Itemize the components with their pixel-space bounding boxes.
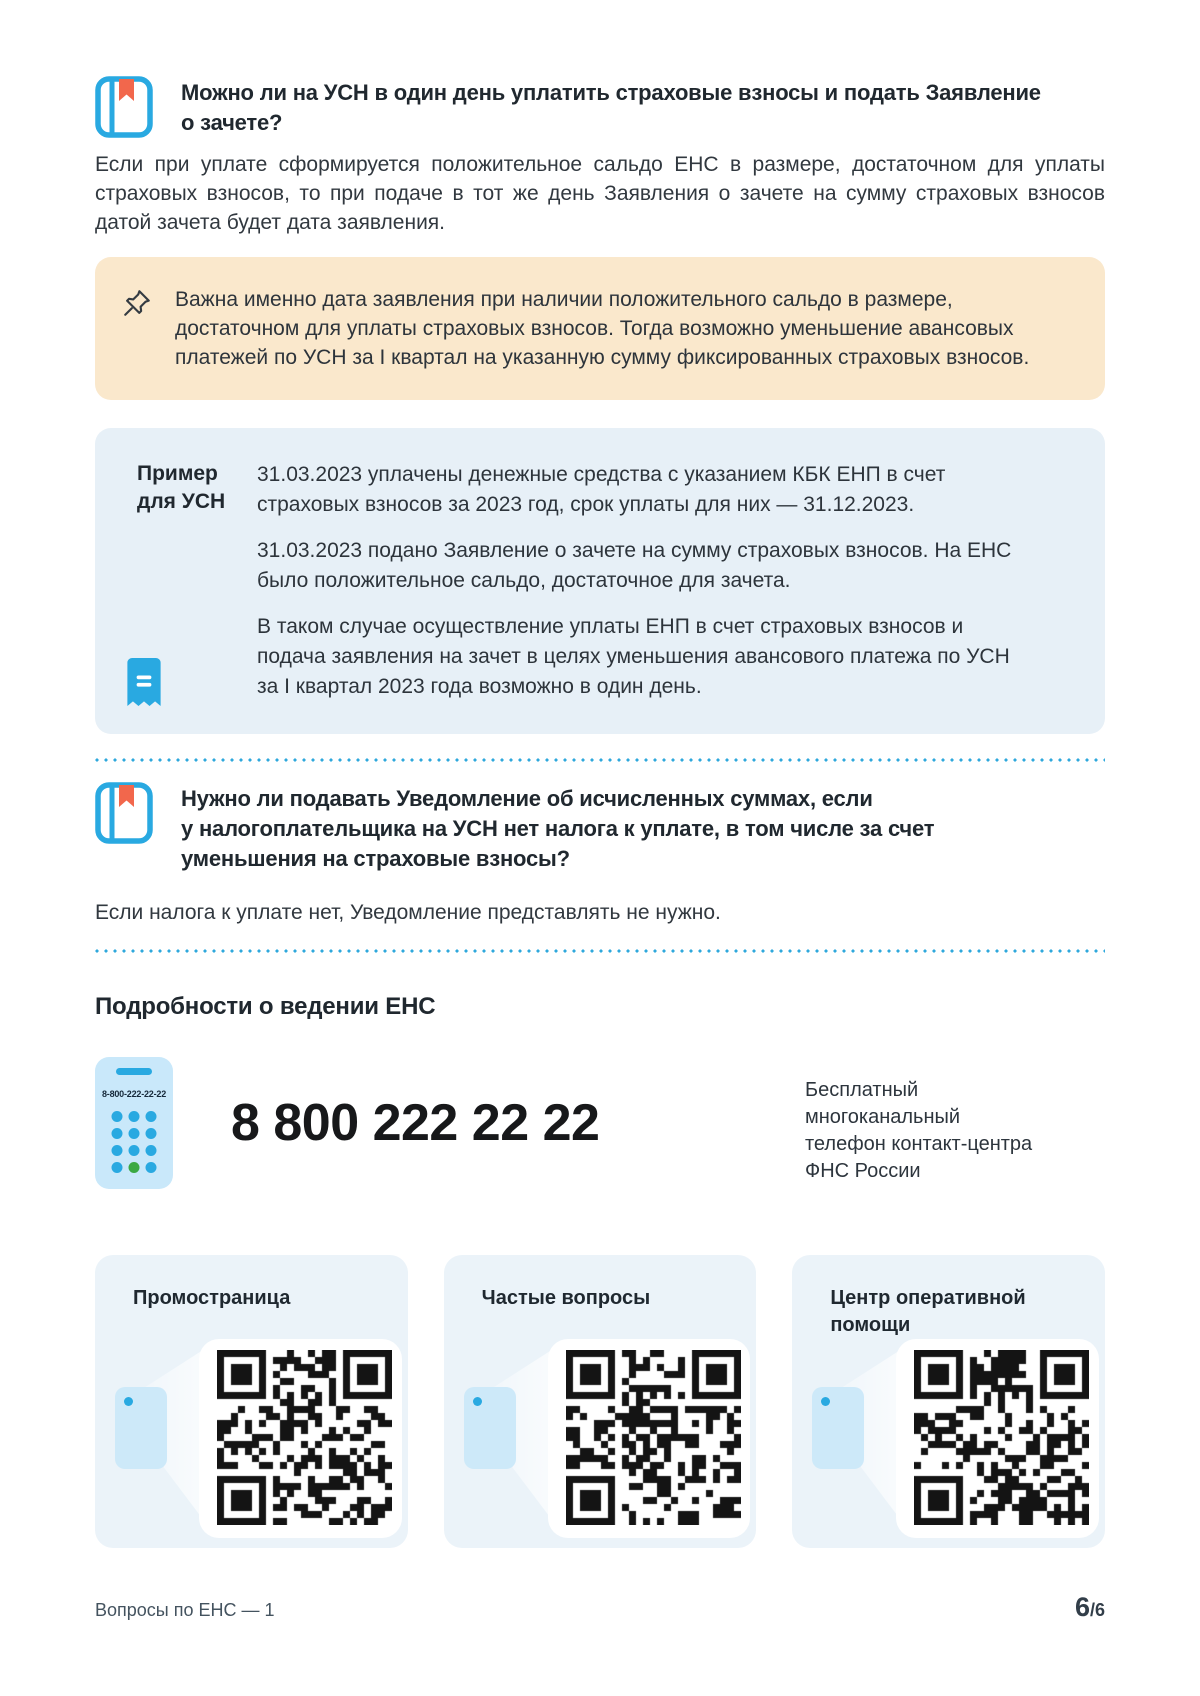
phone-caption [805,1077,1105,1185]
question-title-line: у налогоплательщика на УСН нет налога к уплате, в том числе за счет [181,816,935,841]
example-label: Пример для УСН [137,462,226,513]
phone-speaker-bar [116,1068,152,1075]
footer-document-title: Вопросы по ЕНС — 1 [95,1600,275,1620]
phone-silhouette [115,1387,167,1469]
example-body [257,460,1027,702]
page-number-total: /6 [1089,1600,1105,1620]
phone-number: 8 800 222 22 22 [231,1094,600,1152]
note-text: Важна именно дата заявления при наличии положительного сальдо в размере, достаточном для уплаты страховых взносов. Тогда возможно уменьшение авансовых платежей по УСН за I квартал на указанную сумму фиксированных страховых взносов. [175,288,1030,369]
qr-code [566,1350,741,1525]
question-title [181,782,934,874]
qr-card-promo [95,1255,408,1548]
phone-icon-label: 8-800-222-22-22 [101,1089,167,1099]
qr-card-faq [444,1255,757,1548]
phone-icon [95,1057,173,1189]
camera-dot-icon [821,1397,830,1406]
phone-caption-line: ФНС России [805,1160,921,1182]
phone-caption-line: многоканальный [805,1106,961,1128]
page-footer [95,1592,1105,1623]
book-icon [95,782,153,844]
qr-card-title: Промостраница [133,1287,291,1309]
phone-contact-row [95,1057,1105,1189]
qr-cards-row [95,1255,1105,1548]
phone-silhouette [464,1387,516,1469]
qr-card-help-center [792,1255,1105,1548]
answer-paragraph: Если при уплате сформируется положительное сальдо ЕНС в размере, достаточном для уплаты страховых взносов, то при подаче в тот же день Заявления о зачете на сумму страховых взносов датой зачета будет дата заявления. [95,153,1105,234]
dotted-divider [95,949,1105,953]
qr-code [217,1350,392,1525]
page-number-current: 6 [1074,1592,1090,1622]
book-icon [95,76,153,138]
question-title [181,76,1041,138]
answer-paragraph: Если налога к уплате нет, Уведомление представлять не нужно. [95,901,721,924]
bookmark-icon [127,658,161,706]
question-title-line: Нужно ли подавать Уведомление об исчисленных суммах, если [181,786,873,811]
question-title-line: уменьшения на страховые взносы? [181,846,570,871]
phone-keypad [112,1111,157,1173]
camera-dot-icon [124,1397,133,1406]
question-title-line: Можно ли на УСН в один день уплатить страховые взносы и подать Заявление [181,80,1041,105]
dotted-divider [95,758,1105,762]
example-paragraph: В таком случае осуществление уплаты ЕНП в счет страховых взносов и подача заявления на зачет в целях уменьшения авансового платежа по УСН за I квартал 2023 года возможно в один день. [257,615,1010,698]
example-paragraph: 31.03.2023 уплачены денежные средства с указанием КБК ЕНП в счет страховых взносов за 2023 год, срок уплаты для них — 31.12.2023. [257,463,946,516]
phone-silhouette [812,1387,864,1469]
camera-dot-icon [473,1397,482,1406]
phone-caption-line: телефон контакт-центра [805,1133,1033,1155]
example-box [95,428,1105,734]
qr-card-title: Центр оперативной помощи [830,1287,1026,1336]
qr-card-title: Частые вопросы [481,1287,651,1309]
question-title-line: о зачете? [181,110,283,135]
question-block-2 [95,782,1105,927]
phone-caption-line: Бесплатный [805,1079,919,1101]
details-heading: Подробности о ведении ЕНС [95,993,436,1020]
pushpin-icon [121,287,153,319]
question-block-1 [95,76,1105,734]
qr-code [914,1350,1089,1525]
page-number [1075,1592,1105,1623]
example-paragraph: 31.03.2023 подано Заявление о зачете на сумму страховых взносов. На ЕНС было положительное сальдо, достаточное для зачета. [257,539,1012,592]
note-callout [95,257,1105,400]
